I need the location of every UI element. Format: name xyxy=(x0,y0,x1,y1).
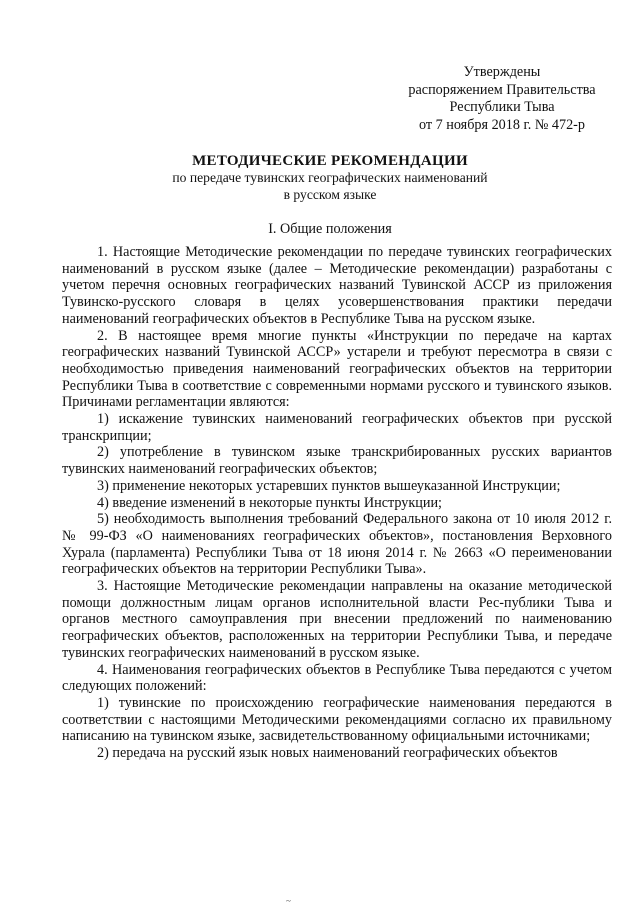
body-text xyxy=(62,244,612,762)
paragraph-2: 2. В настоящее время многие пункты «Инструкции по передаче на картах географических названий Тувинской АССР» устарели и требуют пересмотра в связи с необходимостью приведения наименований географических объектов на территории Республики Тыва в соответствие с современными нормами русского и тувинского языков. Причинами регламентации являются: xyxy=(62,327,612,411)
list-item-1: 1) искажение тувинских наименований географических объектов при русской транскрипции; xyxy=(62,411,612,444)
sub-item-2: 2) передача на русский язык новых наименований географических объектов xyxy=(97,745,558,762)
approval-line-3: Республики Тыва xyxy=(449,99,555,115)
list-item-5: 5) необходимость выполнения требований Федерального закона от 10 июля 2012 г. № 99-ФЗ «О наименованиях географических объектов», постановления Верховного Хурала (парламента) Республики Тыва от 18 июня 2014 г. № 2663 «О переименовании географических объектов на территории Республики Тыва». xyxy=(62,511,612,578)
section-heading: I. Общие положения xyxy=(268,221,392,237)
approval-line-4: от 7 ноября 2018 г. № 472-р xyxy=(418,116,586,133)
document-title: МЕТОДИЧЕСКИЕ РЕКОМЕНДАЦИИ xyxy=(192,153,468,169)
title-block xyxy=(60,152,600,203)
document-subtitle-1: по передаче тувинских географических наименований xyxy=(172,170,488,185)
paragraph-3: 3. Настоящие Методические рекомендации направлены на оказание методической помощи должностным лицам органов исполнительной власти Рес-публики Тыва и органов местного самоуправления при внесении предложений по наименованию географических объектов, расположенных на территории Республики Тыва, и передаче тувинских географических наименований в русском языке. xyxy=(62,578,612,661)
paragraph-1: 1. Настоящие Методические рекомендации по передаче тувинских географических наименований в русском языке (далее – Методические рекомендации) разработаны с учетом перечня основных географических названий Тувинской АССР из приложения Тувинско-русского словаря в целях усовершенствования практики передачи наименований географических объектов в Республике Тыва на русском языке. xyxy=(62,244,612,327)
footer-mark: ~ xyxy=(286,896,291,906)
approval-line-1: Утверждены xyxy=(463,64,541,80)
list-item-4: 4) введение изменений в некоторые пункты Инструкции; xyxy=(97,494,442,511)
sub-item-1: 1) тувинские по происхождению географические наименования передаются в соответствии с настоящими Методическими рекомендациями согласно их правильному написанию на тувинском языке, засвидетельствованному официальными источниками; xyxy=(62,694,612,745)
list-item-3: 3) применение некоторых устаревших пунктов вышеуказанной Инструкции; xyxy=(97,477,561,494)
approval-line-2: распоряжением Правительства xyxy=(408,81,596,98)
paragraph-4: 4. Наименования географических объектов в Республике Тыва передаются с учетом следующих положений: xyxy=(62,661,612,695)
list-item-2: 2) употребление в тувинском языке транскрибированных русских вариантов тувинских наименований географических объектов; xyxy=(62,444,612,478)
document-subtitle-2: в русском языке xyxy=(283,186,377,202)
approval-stamp-block xyxy=(396,64,608,134)
